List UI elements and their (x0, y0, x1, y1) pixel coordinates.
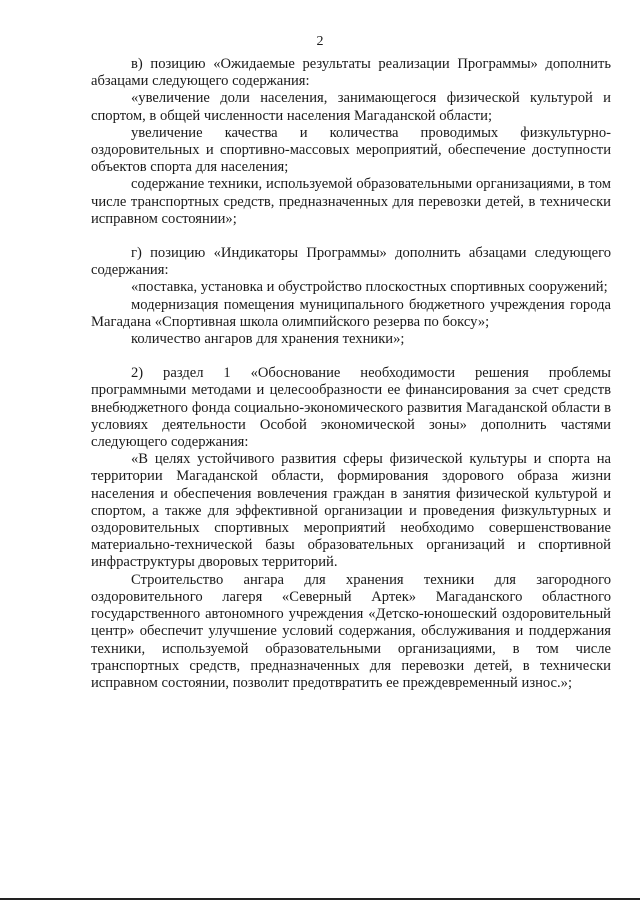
paragraph-section-1-intro: 2) раздел 1 «Обоснование необходимости решения проблемы программными методами и целесообразности ее финансирования за счет средств внебюджетного фонда социально-экономического развития Магаданской области в условиях деятельности Особой экономической зоны» дополнить частями следующего содержания: (91, 365, 611, 451)
paragraph-expected-results-intro: в) позицию «Ожидаемые результаты реализации Программы» дополнить абзацами следующего содержания: (91, 56, 611, 90)
paragraph-hangars-count: количество ангаров для хранения техники»; (131, 331, 405, 348)
paragraph-sports-facilities: «поставка, установка и обустройство плоскостных спортивных сооружений; (131, 279, 608, 296)
paragraph-sustainable-development: «В целях устойчивого развития сферы физической культуры и спорта на территории Магаданской области, формирования здорового образа жизни населения и обеспечения вовлечения граждан в занятия физической культурой и спортом, а также для эффективной организации и проведения физкультурных и оздоровительных спортивных мероприятий необходимо совершенствование материально-технической базы образовательных организаций и спортивной инфраструктуры дворовых территорий. (91, 451, 611, 571)
paragraph-vehicle-maintenance: содержание техники, используемой образовательными организациями, в том числе транспортных средств, предназначенных для перевозки детей, в технически исправном состоянии»; (91, 176, 611, 227)
paragraph-hangar-construction: Строительство ангара для хранения техники для загородного оздоровительного лагеря «Северный Артек» Магаданского областного государственного автономного учреждения «Детско-юношеский оздоровительный центр» обеспечит улучшение условий содержания, обслуживания и поддержания техники, используемой образовательными организациями, в том числе транспортных средств, предназначенных для перевозки детей, в технически исправном состоянии, позволит предотвратить ее преждевременный износ.»; (91, 571, 611, 691)
paragraph-boxing-school: модернизация помещения муниципального бюджетного учреждения города Магадана «Спортивная школа олимпийского резерва по боксу»; (91, 296, 611, 330)
page-number: 2 (316, 34, 324, 49)
document-body (91, 56, 611, 692)
paragraph-indicators-intro: г) позицию «Индикаторы Программы» дополнить абзацами следующего содержания: (91, 245, 611, 279)
paragraph-population-share: «увеличение доли населения, занимающегося физической культурой и спортом, в общей численности населения Магаданской области; (91, 90, 611, 124)
paragraph-events-quality: увеличение качества и количества проводимых физкультурно-оздоровительных и спортивно-массовых мероприятий, обеспечение доступности объектов спорта для населения; (91, 124, 611, 176)
bottom-scan-edge (0, 898, 640, 900)
